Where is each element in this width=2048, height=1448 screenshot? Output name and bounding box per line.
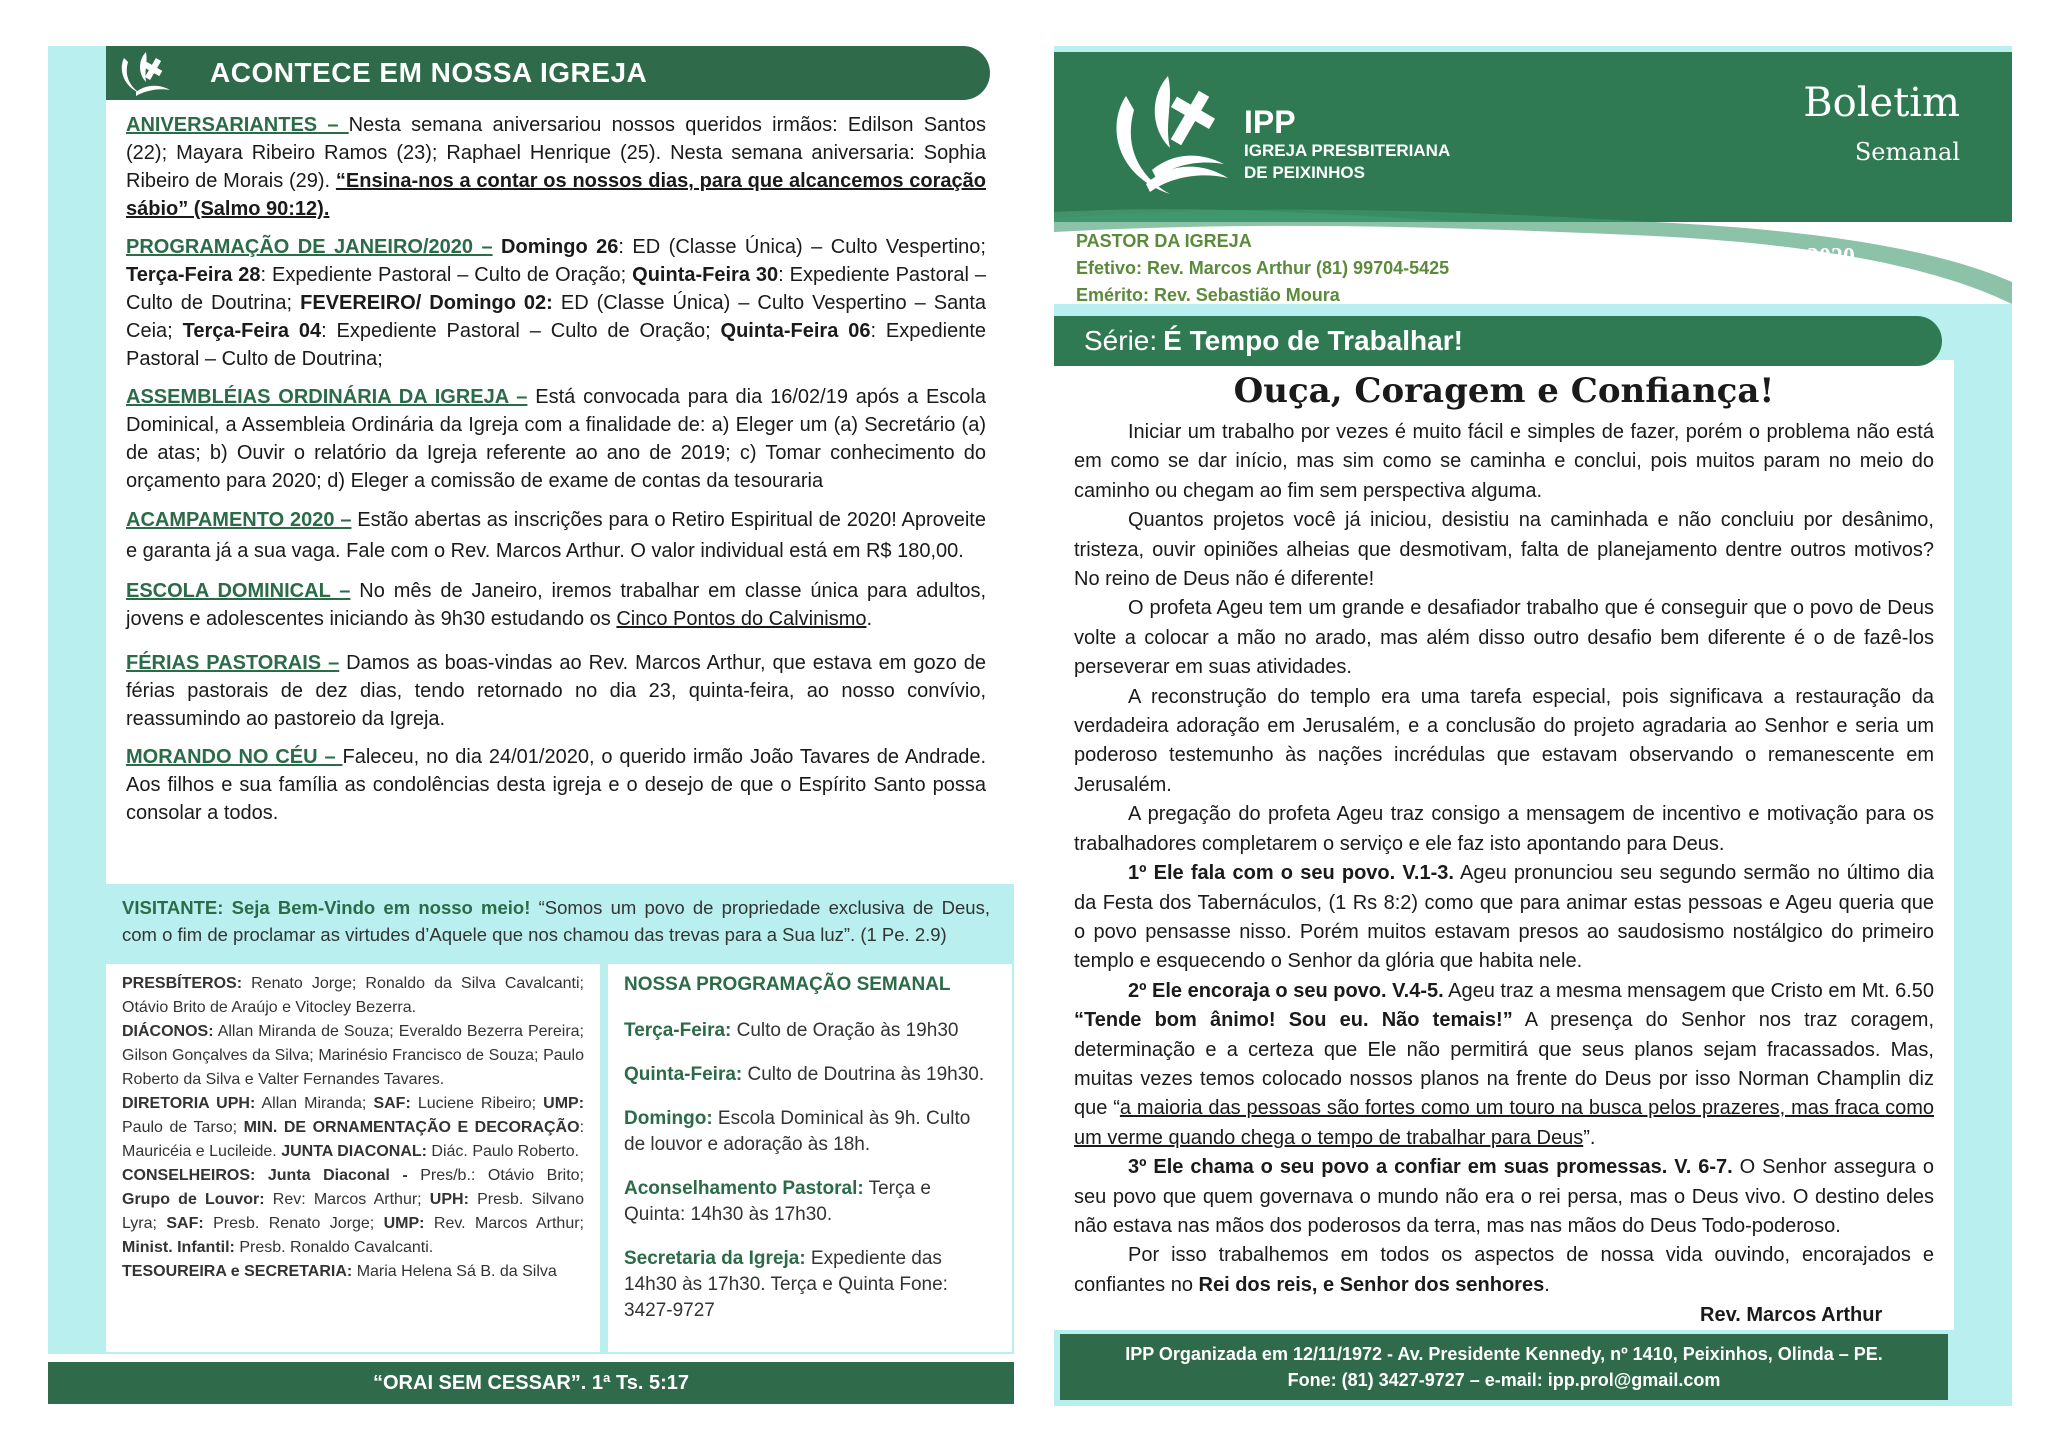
boletim-title: Boletim bbox=[1803, 80, 1960, 126]
lideranca-text bbox=[122, 972, 584, 1284]
prog-quinta: Quinta-Feira: Culto de Doutrina às 19h30. bbox=[624, 1064, 985, 1085]
programacao-semanal-title: NOSSA PROGRAMAÇÃO SEMANAL bbox=[624, 974, 951, 995]
notice-assembleias: ASSEMBLÉIAS ORDINÁRIA DA IGREJA – Está convocada para dia 16/02/19 após a Escola Dominical, a Assembleia Ordinária da Igreja com a finalidade de: a) Eleger um (a) Secretário (a) de atas; b) Ouvir o relatório da Igreja referente ao ano de 2019; c) Tomar conhecimento do orçamento para 2020; d) Eleger a comissão de exame de contas da tesouraria bbox=[126, 386, 986, 492]
presbiteros: PRESBÍTEROS: Renato Jorge; Ronaldo da Silva Cavalcanti; Otávio Brito de Araújo e Vitocley Bezerra. bbox=[122, 975, 584, 1016]
ipp-logo-icon bbox=[1098, 66, 1238, 206]
masthead bbox=[1054, 52, 2012, 304]
notice-ferias: FÉRIAS PASTORAIS – Damos as boas-vindas ao Rev. Marcos Arthur, que estava em gozo de férias pastorais de dez dias, tendo retornado no dia 23, quinta-feira, ao nosso convívio, reassumindo ao pastoreio da Igreja. bbox=[126, 652, 986, 730]
pastor-emerito: Emérito: Rev. Sebastião Moura bbox=[1076, 285, 1340, 304]
notice-programacao: PROGRAMAÇÃO DE JANEIRO/2020 – Domingo 26: ED (Classe Única) – Culto Vespertino; Terça-Feira 28: Expediente Pastoral – Culto de Oração; Quinta-Feira 30: Expediente Pastoral – Culto de Doutrina; FEVEREIRO/ Domingo 02: ED (Classe Única) – Culto Vespertino – Santa Ceia; Terça-Feira 04: Expediente Pastoral – Culto de Oração; Quinta-Feira 06: Expediente Pastoral – Culto de Doutrina; bbox=[126, 236, 987, 370]
ipp-name-line1: IGREJA PRESBITERIANA bbox=[1244, 141, 1451, 160]
notice-acampamento: ACAMPAMENTO 2020 – Estão abertas as inscrições para o Retiro Espiritual de 2020! Aproveite e garanta já a sua vaga. Fale com o Rev. Marcos Arthur. O valor individual está em R$ 180,00. bbox=[126, 509, 986, 562]
notice-morando: MORANDO NO CÉU – Faleceu, no dia 24/01/2020, o querido irmão João Tavares de Andrade. Aos filhos e sua família as condolências desta igreja e o desejo de que o Espírito Santo possa consolar a todos. bbox=[126, 746, 986, 824]
right-footer bbox=[1060, 1334, 1948, 1400]
article-p1: Iniciar um trabalho por vezes é muito fácil e simples de fazer, porém o problema não está em como se dar início, mas sim como se caminha e conclui, pois muitos param no meio do caminho ou chegam ao fim sem perspectiva alguma. bbox=[1074, 421, 1934, 502]
serie-title: É Tempo de Trabalhar! bbox=[1163, 325, 1463, 356]
ipp-logo-text bbox=[1244, 104, 1450, 184]
diretoria: DIRETORIA UPH: Allan Miranda; SAF: Luciene Ribeiro; UMP: Paulo de Tarso; MIN. DE ORNAMENTAÇÃO E DECORAÇÃO: Mauricéia e Lucileide. JUNTA DIACONAL: Diác. Paulo Roberto. bbox=[122, 1095, 585, 1160]
tesoureira: TESOUREIRA e SECRETARIA: Maria Helena Sá B. da Silva bbox=[122, 1263, 557, 1280]
article-p2: Quantos projetos você já iniciou, desistiu na caminhada e não concluiu por desânimo, tristeza, ouvir opiniões alheias que desmotivam, falta de planejamento dentre outros motivos? No reino de Deus não é diferente! bbox=[1074, 509, 1934, 591]
prog-domingo: Domingo: Escola Dominical às 9h. Culto de louvor e adoração às 18h. bbox=[624, 1108, 971, 1155]
visitante-box: VISITANTE: Seja Bem-Vindo em nosso meio! “Somos um povo de propriedade exclusiva de Deus, com o fim de proclamar as virtudes d’Aquele que nos chamou das trevas para a Sua luz”. (1 Pe. 2.9) bbox=[122, 897, 990, 945]
right-footer-line2: Fone: (81) 3427-9727 – e-mail: ipp.prol@gmail.com bbox=[1287, 1370, 1721, 1390]
church-logo-icon bbox=[116, 48, 176, 98]
right-footer-line1: IPP Organizada em 12/11/1972 - Av. Presidente Kennedy, nº 1410, Peixinhos, Olinda – PE. bbox=[1125, 1344, 1883, 1364]
left-footer bbox=[48, 1362, 1014, 1404]
diaconos: DIÁCONOS: Allan Miranda de Souza; Everaldo Bezerra Pereira; Gilson Gonçalves da Silva; Marinésio Francisco de Souza; Paulo Roberto da Silva e Valter Fernandes Tavares. bbox=[122, 1023, 584, 1088]
article-p4: A reconstrução do templo era uma tarefa especial, pois significava a restauração da verdadeira adoração em Jerusalém, e a conclusão do projeto agradaria ao Senhor e seria um poderoso testemunho às nações incrédulas que estavam observando o remanescente em Jerusalém. bbox=[1074, 685, 1934, 796]
article-signature: Rev. Marcos Arthur bbox=[1700, 1304, 1883, 1326]
article-p5: A pregação do profeta Ageu traz consigo a mensagem de incentivo e motivação para os trabalhadores completarem o serviço e ele faz isto apontando para Deus. bbox=[1074, 803, 1934, 855]
serie-label: Série: bbox=[1084, 325, 1158, 356]
pastor-label: PASTOR DA IGREJA bbox=[1076, 231, 1252, 251]
pastor-info bbox=[1076, 228, 1449, 304]
bulletin-date: 26 de Janeiro de 2020 bbox=[1634, 244, 1855, 270]
prog-terca: Terça-Feira: Culto de Oração às 19h30 bbox=[624, 1020, 959, 1041]
prog-aconselhamento: Aconselhamento Pastoral: Terça e Quinta: 14h30 às 17h30. bbox=[624, 1178, 931, 1225]
notice-escola: ESCOLA DOMINICAL – No mês de Janeiro, iremos trabalhar em classe única para adultos, jovens e adolescentes iniciando às 9h30 estudando os Cinco Pontos do Calvinismo. bbox=[126, 580, 986, 630]
ipp-name-line2: DE PEIXINHOS bbox=[1244, 163, 1365, 182]
left-footer-text: “ORAI SEM CESSAR”. 1ª Ts. 5:17 bbox=[373, 1371, 689, 1394]
notices bbox=[126, 111, 986, 837]
article-p6: 1º Ele fala com o seu povo. V.1-3. Ageu pronunciou seu segundo sermão no último dia da Festa dos Tabernáculos, (1 Rs 8:2) como que para animar estas pessoas e Ageu queria que o povo pensasse nisso. Porém muitos estavam presos ao saudosismo nostálgico do primeiro templo e esquecendo o Senhor da glória que habita nele. bbox=[1074, 862, 1934, 973]
article-p7: 2º Ele encoraja o seu povo. V.4-5. Ageu traz a mesma mensagem que Cristo em Mt. 6.50 “Tende bom ânimo! Sou eu. Não temais!” A presença do Senhor nos traz coragem, determinação e a certeza que Ele não permitirá que seus planos sejam fracassados. Mas, muitas vezes temos colocado nossos planos na frente do Deus por isso Norman Champlin diz que “a maioria das pessoas são fortes como um touro na busca pelos prazeres, mas fraca como um verme quando chega o tempo de trabalhar para Deus”. bbox=[1074, 979, 1935, 1149]
article-body bbox=[1074, 418, 1934, 1300]
notice-aniversariantes: ANIVERSARIANTES – Nesta semana aniversariou nossos queridos irmãos: Edilson Santos (22); Mayara Ribeiro Ramos (23); Raphael Henrique (25). Nesta semana aniversaria: Sophia Ribeiro de Morais (29). “Ensina-nos a contar os nossos dias, para que alcancemos coração sábio” (Salmo 90:12). bbox=[126, 114, 987, 220]
calvinismo-link: Cinco Pontos do Calvinismo bbox=[616, 608, 867, 630]
left-header bbox=[106, 46, 990, 100]
ipp-acronym: IPP bbox=[1244, 104, 1296, 140]
programacao-semanal bbox=[624, 972, 994, 1342]
semanal-subtitle: Semanal bbox=[1854, 138, 1960, 166]
conselheiros: CONSELHEIROS: Junta Diaconal - Pres/b.: Otávio Brito; Grupo de Louvor: Rev: Marcos Arthur; UPH: Presb. Silvano Lyra; SAF: Presb. Renato Jorge; UMP: Rev. Marcos Arthur; Minist. Infantil: Presb. Ronaldo Cavalcanti. bbox=[122, 1167, 584, 1256]
left-header-title: ACONTECE EM NOSSA IGREJA bbox=[210, 57, 648, 88]
article-p8: 3º Ele chama o seu povo a confiar em suas promessas. V. 6-7. O Senhor assegura o seu povo que quem governava o mundo não era o rei persa, mas o Deus vivo. O destino deles não estava nas mãos dos poderosos da terra, mas nas mãos do Deus Todo-poderoso. bbox=[1074, 1156, 1934, 1237]
prog-secretaria: Secretaria da Igreja: Expediente das 14h30 às 17h30. Terça e Quinta Fone: 3427-9727 bbox=[624, 1248, 948, 1321]
article-p3: O profeta Ageu tem um grande e desafiador trabalho que é conseguir que o povo de Deus volte a colocar a mão no arado, mas além disso outro desafio bem diferente é o de fazê-los perseverar em suas atividades. bbox=[1074, 597, 1934, 679]
serie-bar bbox=[1054, 316, 1942, 366]
article-title: Ouça, Coragem e Confiança! bbox=[1233, 371, 1775, 411]
article-p9: Por isso trabalhemos em todos os aspectos de nossa vida ouvindo, encorajados e confiantes no Rei dos reis, e Senhor dos senhores. bbox=[1074, 1244, 1934, 1296]
pastor-efetivo: Efetivo: Rev. Marcos Arthur (81) 99704-5425 bbox=[1076, 258, 1450, 278]
